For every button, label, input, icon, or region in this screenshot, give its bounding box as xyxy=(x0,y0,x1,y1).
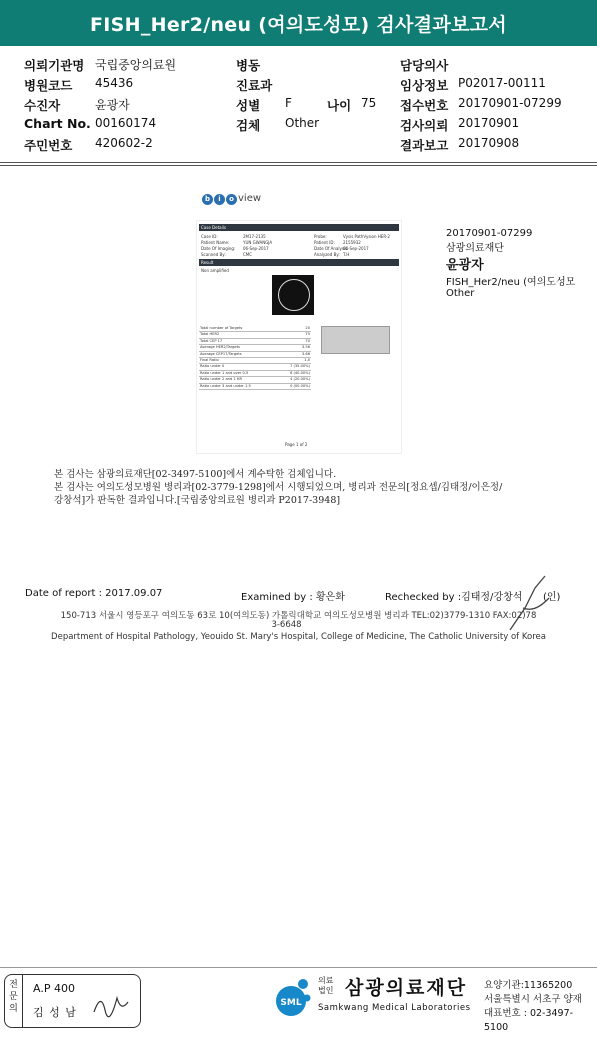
table-key: Final Ratio xyxy=(200,357,219,362)
info-label: 주민번호 xyxy=(24,138,73,153)
probe: Vysis PathVysion HER-2 xyxy=(343,234,390,239)
result-bar xyxy=(199,259,399,266)
info-label: 임상정보 xyxy=(400,78,449,93)
seal-mark: (인) xyxy=(543,592,561,603)
table-value: 0 (00.00%) xyxy=(290,383,310,388)
date-analysis: 06-Sep-2017 xyxy=(343,246,369,251)
table-value: 70 xyxy=(305,338,310,343)
sml-english-name: Samkwang Medical Laboratories xyxy=(318,1003,471,1013)
hospital-address: 150-713 서울시 영등포구 여의도동 63로 10(여의도동) 가톨릭대학교 여의도성모병원 병리과 TEL:02)3779-1310 FAX:02)78 xyxy=(60,611,537,621)
info-value: 20170908 xyxy=(458,136,520,150)
table-key: Ratio under 3 and under 1.5 xyxy=(200,383,251,388)
stamp-org: 삼광의료재단 xyxy=(446,243,504,254)
info-label: 검사의뢰 xyxy=(400,118,449,133)
table-key: Ratio under 1 and over 0.5 xyxy=(200,370,249,375)
info-label: 진료과 xyxy=(236,78,273,93)
patient-name: YUN GWANGJA xyxy=(243,240,273,245)
table-value: 1.0 xyxy=(304,357,310,362)
table-key: Total CEP 17 xyxy=(200,338,223,343)
date-imaging: 06-Sep-2017 xyxy=(243,246,269,251)
table-key: Ratio under 0 xyxy=(200,364,225,369)
probe-label: Probe: xyxy=(314,234,327,239)
report-title: FISH_Her2/neu (여의도성모) 검사결과보고서 xyxy=(0,0,597,46)
info-value: Other xyxy=(285,116,320,130)
report-notes xyxy=(54,468,502,507)
sml-tel: 대표번호 : 02-3497-5100 xyxy=(484,1008,574,1033)
info-divider-2 xyxy=(0,165,597,166)
table-key: Total HER2 xyxy=(200,332,220,337)
sml-contact xyxy=(484,979,597,1035)
expert-code: A.P 400 xyxy=(33,982,75,995)
info-value: 45436 xyxy=(95,76,134,90)
table-value: 75 xyxy=(305,332,310,337)
note-line: 본 검사는 삼광의료재단[02-3497-5100]에서 계수탁한 검체입니다. xyxy=(54,469,337,480)
note-line: 강창석]가 판독한 결과입니다.[국립중앙의료원 병리과 P2017-3948] xyxy=(54,495,341,506)
table-key: Ratio under 2 and 1 HR xyxy=(200,377,242,382)
table-key: Average HER2/Targets xyxy=(200,345,240,350)
case-details-title: Case Details xyxy=(201,225,226,230)
info-value: 국립중앙의료원 xyxy=(95,58,177,72)
info-label: 검체 xyxy=(236,118,261,133)
table-value: 20 xyxy=(305,326,310,330)
sml-name: 삼광의료재단 xyxy=(345,977,468,999)
info-label: 의뢰기관명 xyxy=(24,58,85,73)
patient-info-panel xyxy=(0,52,597,158)
sml-logo xyxy=(270,976,312,1018)
case-id: 2M17-2135 xyxy=(243,234,266,239)
receipt-stamp xyxy=(446,228,596,299)
patient-id: 2155932 xyxy=(343,240,361,245)
info-label: 성별 xyxy=(236,98,261,113)
page-number: Page 1 of 2 xyxy=(285,442,308,447)
stamp-patient: 윤광자 xyxy=(446,258,484,273)
hospital-address-cont: 3-6648 xyxy=(271,620,302,630)
table-row xyxy=(199,384,311,390)
info-value: P02017-00111 xyxy=(458,76,546,90)
info-value: F xyxy=(285,96,292,110)
expert-signature xyxy=(91,990,131,1020)
table-key: Total number of Targets xyxy=(200,326,243,330)
table-value: 3.66 xyxy=(301,351,310,356)
fish-results-table xyxy=(199,326,311,390)
stamp-specimen: Other xyxy=(446,288,475,299)
sml-address: 서울특별시 서초구 양재 xyxy=(484,994,582,1005)
info-label: 담당의사 xyxy=(400,58,449,73)
fish-cell-image xyxy=(272,275,314,315)
info-value: 00160174 xyxy=(95,116,157,130)
table-value: 7 (35.00%) xyxy=(290,364,310,369)
patient-id-label: Patient ID: xyxy=(314,240,335,245)
scanned-by-label: Scanned By: xyxy=(201,252,226,257)
info-divider xyxy=(0,162,597,163)
info-label: 결과보고 xyxy=(400,138,449,153)
date-imaging-label: Date Of Imaging: xyxy=(201,246,236,251)
sml-prefix: 의료법인 xyxy=(318,976,334,995)
analyzed-by: T.H xyxy=(343,252,350,257)
expert-box xyxy=(4,974,141,1028)
case-id-label: Case ID: xyxy=(201,234,218,239)
table-value: 4 (20.00%) xyxy=(290,377,310,382)
result-value: Non amplified xyxy=(201,268,229,273)
info-label: 수진자 xyxy=(24,98,61,113)
svg-text:SML: SML xyxy=(280,998,302,1008)
case-details-bar xyxy=(199,224,399,231)
examined-by: Examined by : 황은화 xyxy=(241,592,345,603)
date-of-report: Date of report : 2017.09.07 xyxy=(25,588,163,599)
bioview-logo: b i o view xyxy=(202,193,261,205)
stamp-receipt-no: 20170901-07299 xyxy=(446,228,533,239)
info-label: Chart No. xyxy=(24,116,91,131)
expert-label: 전문의 xyxy=(5,975,23,1027)
info-label: 병원코드 xyxy=(24,78,73,93)
date-analysis-label: Date Of Analysis: xyxy=(314,246,349,251)
note-line: 본 검사는 여의도성모병원 병리과[02-3779-1298]에서 시행되었으며, 병리과 전문의[정요셉/김태정/이은정/ xyxy=(54,482,503,493)
info-label: 접수번호 xyxy=(400,98,449,113)
info-label: 병동 xyxy=(236,58,261,73)
table-value: 3.56 xyxy=(301,345,310,350)
patient-name-label: Patient Name: xyxy=(201,240,230,245)
result-label: Result xyxy=(201,260,214,265)
info-value: 75 xyxy=(361,96,377,110)
info-value: 20170901-07299 xyxy=(458,96,562,110)
sml-code: 요양기관:11365200 xyxy=(484,980,573,991)
table-value: 8 (40.00%) xyxy=(290,370,310,375)
stamp-test: FISH_Her2/neu (여의도성모 xyxy=(446,277,576,288)
table-key: Average CEP17/Targets xyxy=(200,351,242,356)
rechecked-by: Rechecked by :김태정/강창석 xyxy=(385,592,523,603)
info-value: 윤광자 xyxy=(95,98,130,112)
scanned-by: CMC xyxy=(243,252,253,257)
expert-name: 김 성 남 xyxy=(33,1006,77,1019)
info-value: 420602-2 xyxy=(95,136,153,150)
fish-thumbnail xyxy=(321,326,390,354)
footer-divider xyxy=(0,967,597,968)
info-label: 나이 xyxy=(327,98,352,113)
analyzed-by-label: Analyzed By: xyxy=(314,252,340,257)
info-value: 20170901 xyxy=(458,116,520,130)
department-name: Department of Hospital Pathology, Yeouido St. Mary's Hospital, College of Medicine, The Catholic University of Korea xyxy=(51,632,546,642)
